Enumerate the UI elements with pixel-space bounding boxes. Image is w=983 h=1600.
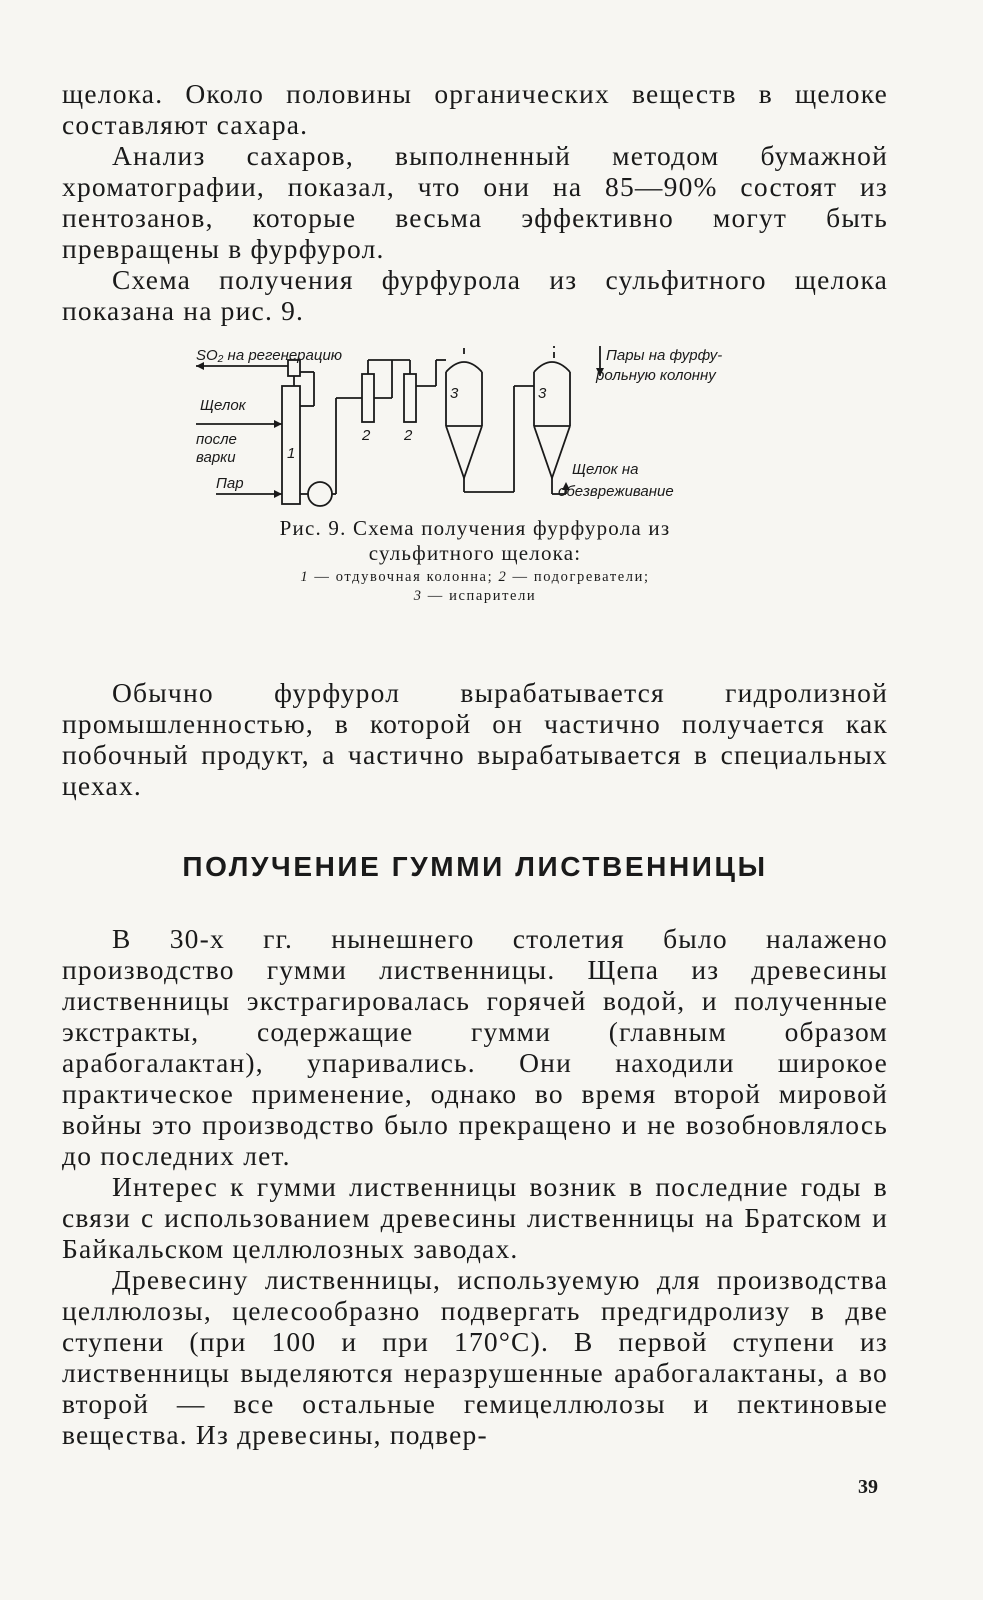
paragraph: Анализ сахаров, выполненный методом бумажной хроматографии, показал, что они на 85—90% состоят из пентозанов, которые весьма эффективно могут быть превращены в фурфурол.: [62, 140, 888, 264]
evaporator-3a-top: [446, 362, 482, 372]
vapors-label-2: рольную колонну: [596, 367, 716, 384]
liquor-label-1: Щелок: [200, 397, 246, 414]
paragraph: Интерес к гумми лиственницы возник в последние годы в связи с использованием древесины лиственницы на Братском и Байкальском целлюлозных заводах.: [62, 1171, 888, 1264]
figure-caption: [62, 516, 888, 566]
paragraph: щелока. Около половины органических веществ в щелоке составляют сахара.: [62, 78, 888, 140]
liquor-label-3: варки: [196, 449, 236, 466]
label-2b: 2: [404, 427, 413, 444]
legend-line-2: [62, 587, 888, 606]
caption-line-2: сульфитного щелока:: [368, 541, 582, 565]
legend-text-2: — подогреватели;: [507, 569, 650, 585]
arrow-icon: [274, 420, 282, 428]
label-2a: 2: [362, 427, 371, 444]
so2-label: SO₂ на регенерацию: [196, 347, 343, 364]
paragraph: Обычно фурфурол вырабатывается гидролизной промышленностью, в которой он частично получается как побочный продукт, а частично вырабатывается в специальных цехах.: [62, 677, 888, 801]
figure-9: [62, 332, 888, 677]
vapors-label-1: Пары на фурфу-: [606, 347, 723, 364]
evaporator-3b-top: [534, 362, 570, 372]
legend-num-1: 1: [300, 569, 310, 585]
paragraph: В 30-х гг. нынешнего столетия было налажено производство гумми лиственницы. Щепа из древесины лиственницы экстрагировалась горячей водой, и полученные экстракты, содержащие гумми (главным образом арабогалактан), упаривались. Они находили широкое практическое применение, однако во время второй мировой войны это производство было прекращено и не возобновлялось до последних лет.: [62, 923, 888, 1171]
page-number: 39: [858, 1476, 878, 1498]
legend-line-1: [62, 568, 888, 587]
liquor-label-2: после: [196, 431, 237, 448]
label-1: 1: [287, 445, 296, 462]
label-3b: 3: [538, 385, 547, 402]
section-title: ПОЛУЧЕНИЕ ГУММИ ЛИСТВЕННИЦЫ: [182, 851, 768, 882]
legend-num-3: 3: [413, 588, 423, 604]
arrow-icon: [274, 490, 282, 498]
figure-legend: [62, 568, 888, 606]
paragraph: Древесину лиственницы, используемую для производства целлюлозы, целесообразно подвергать предгидролизу в две ступени (при 100 и при 170°С). В первой ступени из лиственницы выделяются неразрушенные арабогалактаны, а во второй — все остальные гемицеллюлозы и пектиновые вещества. Из древесины, подвер-: [62, 1264, 888, 1450]
page-body: [62, 78, 888, 1450]
furfural-process-diagram: [196, 346, 766, 516]
heater-2a: [362, 374, 374, 422]
liquor-out-label-1: Щелок на: [572, 461, 639, 478]
steam-label: Пар: [216, 475, 244, 492]
paragraph: Схема получения фурфурола из сульфитного щелока показана на рис. 9.: [62, 264, 888, 326]
label-3a: 3: [450, 385, 459, 402]
legend-text-1: — отдувочная колонна;: [309, 569, 499, 585]
legend-num-2: 2: [498, 569, 508, 585]
liquor-out-label-2: обезвреживание: [558, 483, 674, 500]
legend-text-3: — испарители: [422, 588, 537, 604]
heater-2b: [404, 374, 416, 422]
pump-icon: [308, 482, 332, 506]
caption-line-1: Рис. 9. Схема получения фурфурола из: [279, 516, 671, 540]
